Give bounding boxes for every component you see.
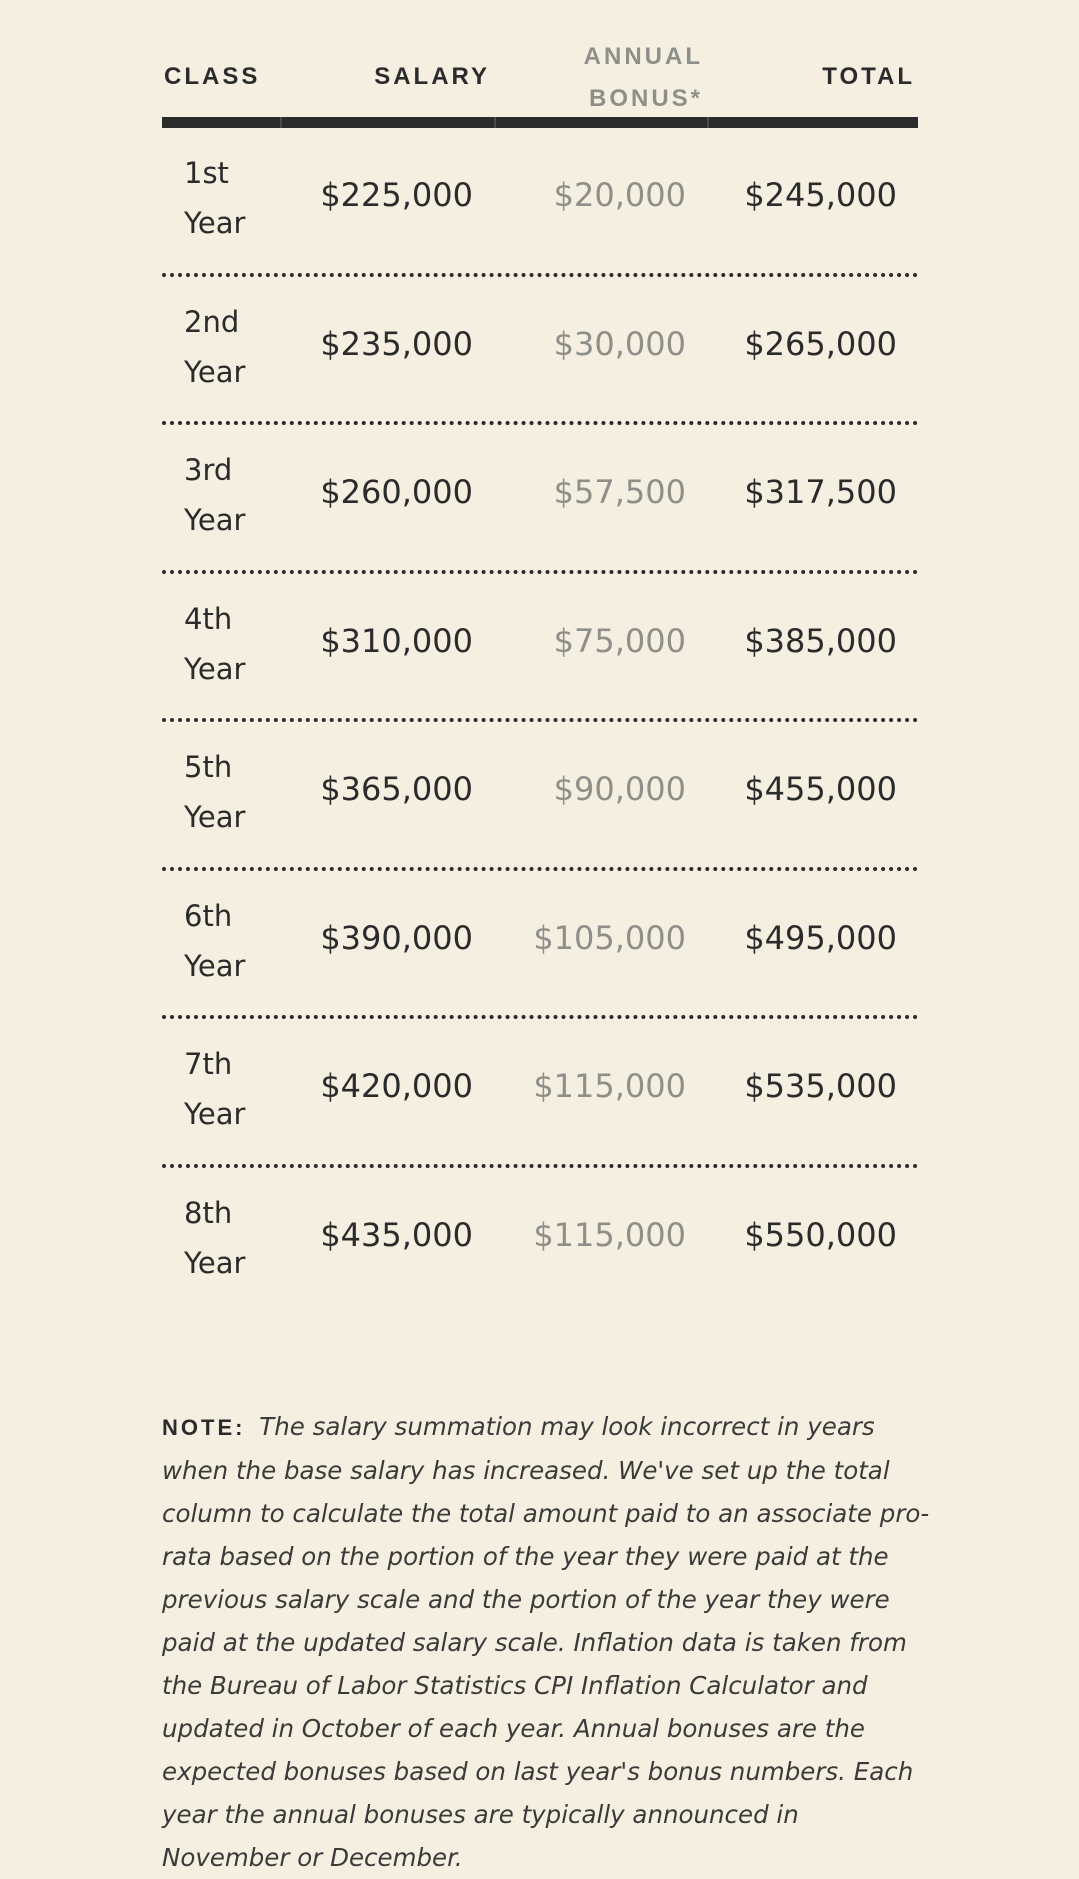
bonus-cell: $75,000 — [553, 621, 686, 660]
class-cell: 5th Year — [184, 750, 246, 834]
class-cell: 2nd Year — [184, 304, 246, 389]
footnote — [162, 1405, 932, 1879]
total-cell: $550,000 — [744, 1215, 897, 1254]
salary-table — [162, 40, 918, 116]
rule-gap — [280, 117, 282, 128]
total-cell: $455,000 — [744, 770, 897, 808]
table-row — [162, 1168, 918, 1317]
bonus-cell: $90,000 — [553, 770, 686, 808]
class-cell: 6th Year — [184, 898, 246, 983]
bonus-cell: $105,000 — [533, 918, 686, 957]
table-row — [162, 277, 918, 426]
class-cell: 3rd Year — [184, 453, 246, 537]
salary-cell: $390,000 — [320, 918, 473, 957]
salary-cell: $365,000 — [320, 770, 473, 808]
header-salary: SALARY — [374, 63, 490, 90]
rule-gap — [707, 117, 709, 128]
bonus-cell: $20,000 — [553, 176, 686, 214]
total-cell: $385,000 — [744, 621, 897, 660]
header-annual-bonus — [543, 36, 703, 120]
table-body — [162, 128, 918, 1316]
class-cell: 4th Year — [184, 601, 246, 686]
table-row — [162, 871, 918, 1020]
bonus-cell: $115,000 — [533, 1215, 686, 1254]
table-header — [162, 40, 918, 116]
total-cell: $317,500 — [744, 473, 897, 511]
bonus-cell: $30,000 — [553, 324, 686, 363]
class-cell: 8th Year — [184, 1195, 246, 1280]
table-row — [162, 722, 918, 871]
total-cell: $495,000 — [744, 918, 897, 957]
salary-cell: $310,000 — [320, 621, 473, 660]
header-bonus-line1: ANNUAL — [583, 43, 703, 70]
total-cell: $265,000 — [744, 324, 897, 363]
total-cell: $245,000 — [744, 176, 897, 214]
salary-cell: $435,000 — [320, 1215, 473, 1254]
total-cell: $535,000 — [744, 1067, 897, 1105]
salary-cell: $235,000 — [320, 324, 473, 363]
header-class: CLASS — [164, 63, 261, 90]
note-label: NOTE: — [162, 1414, 246, 1440]
table-row — [162, 574, 918, 723]
note-text: The salary summation may look incorrect in years when the base salary has increased. We've set up the total column to calculate the total amount paid to an associate pro-rata based on the portion of the year they were paid at the previous salary scale and the portion of the year they were paid at the updated salary scale. Inflation data is taken from the Bureau of Labor Statistics CPI Inflation Calculator and updated in October of each year. Annual bonuses are the expected bonuses based on last year's bonus numbers. Each year the annual bonuses are typically announced in November or December. — [162, 1411, 930, 1872]
rule-gap — [494, 117, 496, 128]
table-row — [162, 1019, 918, 1168]
table-row — [162, 128, 918, 277]
salary-cell: $225,000 — [320, 176, 473, 214]
class-cell: 1st Year — [184, 156, 246, 240]
header-total: TOTAL — [822, 63, 915, 90]
bonus-cell: $57,500 — [553, 473, 686, 511]
header-divider — [162, 117, 918, 128]
class-cell: 7th Year — [184, 1047, 246, 1131]
table-row — [162, 425, 918, 574]
header-bonus-line2: BONUS* — [588, 85, 703, 112]
salary-cell: $420,000 — [320, 1067, 473, 1105]
salary-cell: $260,000 — [320, 473, 473, 511]
bonus-cell: $115,000 — [533, 1067, 686, 1105]
